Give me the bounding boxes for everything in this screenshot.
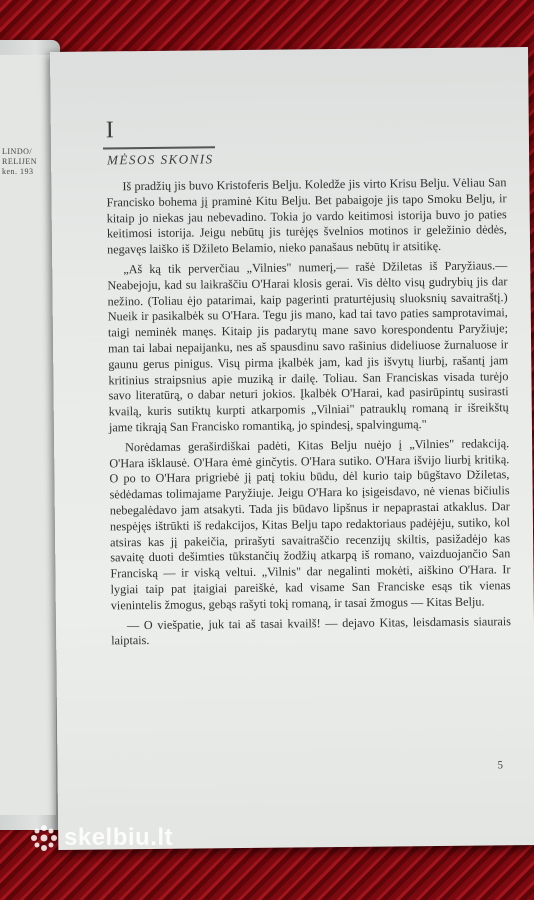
left-page-text-fragment: LINDO/ RELIJEN ken. 193 (2, 147, 38, 176)
watermark (30, 823, 173, 853)
paragraph: Norėdamas geraširdiškai padėti, Kitas Belju nuėjo į „Vilnies" redakciją. O'Hara išklausė. O'Hara ėmė ginčytis. O'Hara sutiko. O'Hara išvijo liurbį kritiką. O po to O'Hara prigriebė jį patį tokiu būdu, dėl kurio taip būgštavo Džiletas, sėdėdamas tolimajame Paryžiuje. Jeigu O'Hara ko įsigeisdavo, nė vienas bičiulis nebegalėdavo jam atsakyti. Tada jis būdavo lipšnus ir nepaprastai atkaklus. Dar nespėjęs ištrūkti iš redakcijos, Kitas Belju tapo redaktoriaus padėjėju, sutiko, kol atsiras kas jį pakeičia, prirašyti savaitraščio recenzijų skiltis, pasižadėjo kas savaitę duoti dešimties tūkstančių žodžių atkarpą iš romano, vaizduojančio San Franciską — ir viską veltui. „Vilnis" dar negalinti mokėti, aiškino O'Hara. Ir lygiai taip pat įtaigiai pareiškė, kad visame San Franciske esąs tik vienas vienintelis žmogus, gebąs rašyti tokį romaną, ir tasai žmogus — Kitas Belju. (109, 435, 511, 613)
chapter-title: MĖSOS SKONIS (107, 151, 214, 168)
paragraph: „Aš ką tik perverčiau „Vilnies" numerį,— rašė Džiletas iš Paryžiaus.— Neabejoju, kad su laikraščiu O'Harai klosis gerai. Vis dėlto visų gudrybių jis dar nežino. (Toliau ėjo patarimai, kaip pagerinti praturtėjusių sluoksnių savaitraštį.) Nueik ir pasikalbėk su O'Hara. Tegu jis mano, kad tai tavo paties samprotavimai, taigi neminėk manęs. Kitaip jis padarytų mane savo korespondentu Paryžiuje; man tai labai nepaĳanku, nes aš spausdinu savo rašinius dideliuose žurnaluose ir gaunu gerus pinigus. Visų pirma įkalbėk jam, kad jis išvytų liurbį, rašantį jam kritinius straipsnius apie muziką ir dailę. Toliau. San Franciskas visada turėjo savo literatūrą, o dabar neturi jokios. Įkalbėk O'Harai, kad pasirūpintų susirasti kvailą, kuris sutiktų kurpti atkarpomis „Vilniai" patrauklų romaną ir išreikštų jame tikrąją San Francisko romantiką, jo spindesį, spalvingumą." (107, 258, 509, 435)
page-number: 5 (497, 759, 504, 772)
paragraph: Iš pradžių jis buvo Kristoferis Belju. Koledže jis virto Krisu Belju. Vėliau San Francisko bohema jį praminė Kitu Belju. Bet pabaigoje jis tapo Smoku Belju, ir kitaip jo niekas jau nebevadino. Tokia jo vardo keitimosi istorija buvo jo paties keitimosi istorija. Jeigu nebūtų jis turėjęs švelnios motinos ir geležinio dėdės, negavęs laiško iš Džileto Belamio, nieko panašaus nebūtų ir atsitikę. (106, 175, 507, 257)
chapter-body (106, 175, 511, 653)
book-page (50, 47, 534, 850)
chapter-number: I (105, 117, 114, 144)
left-page (0, 55, 56, 815)
paragraph: — O viešpatie, juk tai aš tasai kvailš! — dejavo Kitas, leisdamasis siaurais laiptais. (111, 613, 512, 648)
watermark-text: skelbiu.lt (64, 824, 174, 851)
dots-logo-icon (30, 824, 58, 852)
chapter-rule (103, 146, 215, 149)
